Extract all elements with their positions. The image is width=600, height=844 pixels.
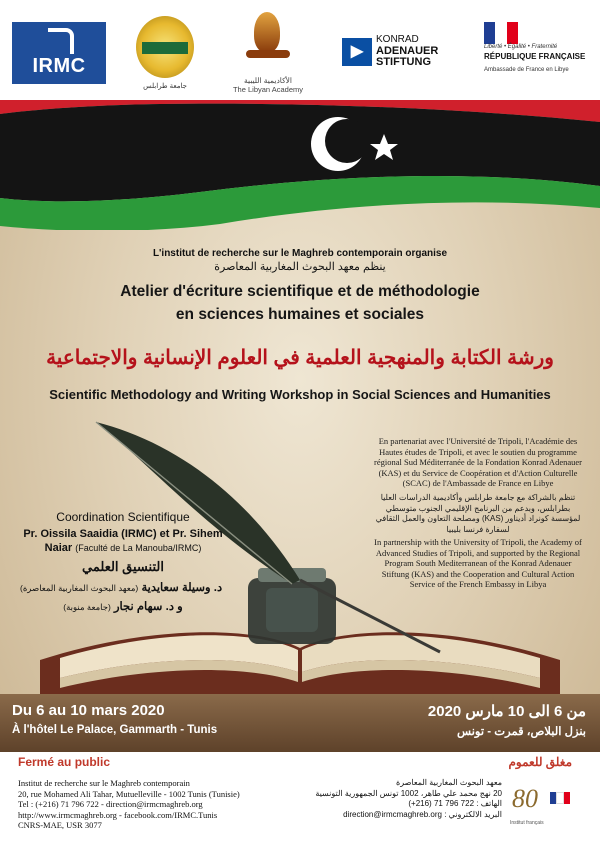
kas-logo — [342, 34, 462, 74]
university-tripoli-logo — [136, 16, 194, 90]
coordinator-1-ar — [20, 580, 226, 594]
academy-name-en: The Libyan Academy — [232, 85, 304, 94]
title-fr-line-1: Atelier d'écriture scientifique et de méthodologie — [120, 283, 480, 300]
libyan-flag-banner — [0, 100, 600, 230]
academy-name-ar: الأكاديمية الليبية — [243, 76, 292, 85]
title-ar: ورشة الكتابة والمنهجية العلمية في العلوم الإنسانية والاجتماعية — [46, 347, 554, 369]
flame-icon — [254, 12, 280, 52]
footer — [0, 772, 600, 844]
coordinator-names: Pr. Oissila Saaidia (IRMC) et Pr. Sihem Naiar — [23, 528, 223, 554]
partnership-fr: En partenariat avec l'Université de Tripoli, l'Académie des Hautes études de Tripoli, et avec le soutien du programme régional Sud Méditerranée de la Fondation Konrad Adenauer (KAS) et du Service de Coopération et d'Action Culturelle (SCAC) de l'Ambassade de France en Libye — [374, 436, 582, 488]
footer-cnrs: CNRS-MAE, USR 3077 — [18, 820, 102, 831]
eighty-years-mark: 80 — [512, 784, 538, 813]
title-fr-line-2: en sciences humaines et sociales — [175, 306, 425, 323]
footer-logo-caption: Institut français — [510, 820, 544, 826]
footer-phone-ar: الهاتف : 722 796 71 (216+) — [408, 799, 502, 809]
kas-line-1: KONRAD — [376, 34, 419, 45]
partnership-en: In partnership with the University of Tripoli, the Academy of Advanced Studies of Tripoli, and supported by the Regional Program South Mediterranean of the Konrad Adenauer Stiftung (KAS) and the Cooperation and Cultural Action Service of the French Embassy in Libya — [374, 537, 582, 589]
footer-contact-ar — [314, 778, 502, 820]
event-date-fr: Du 6 au 10 mars 2020 — [12, 702, 165, 719]
kas-line-2: ADENAUER — [376, 44, 439, 57]
footer-email-ar[interactable]: البريد الالكتروني : direction@irmcmaghreb.org — [343, 809, 502, 819]
french-flag-icon — [484, 22, 518, 44]
tripoli-logo-label: جامعة طرابلس — [143, 83, 187, 90]
coordinator-affiliation: (Faculté de La Manouba/IRMC) — [75, 543, 202, 553]
footer-address: 20, rue Mohamed Ali Tahar, Mutuelleville - 1002 Tunis (Tunisie) — [18, 788, 240, 799]
footer-contact-fr — [18, 778, 240, 831]
organizer-block — [30, 248, 570, 273]
coordination-label-ar: التنسيق العلمي — [82, 559, 164, 574]
organizer-ar: ينظم معهد البحوث المغاربية المعاصرة — [214, 261, 386, 273]
coordination-label-fr: Coordination Scientifique — [56, 510, 190, 524]
footer-institute: Institut de recherche sur le Maghreb contemporain — [18, 778, 190, 788]
irmc-mark-icon — [48, 28, 74, 54]
logo-bar — [0, 0, 600, 100]
irmc-logo — [12, 22, 106, 84]
footer-institute-ar: معهد البحوث المغاربية المعاصرة — [396, 778, 502, 787]
libyan-academy-logo — [232, 10, 304, 94]
tripoli-seal-band — [142, 42, 188, 54]
irmc-logo-text: IRMC — [32, 55, 86, 77]
kas-line-3: STIFTUNG — [376, 56, 431, 68]
coordination-block — [20, 510, 226, 613]
organizer-fr: L'institut de recherche sur le Maghreb contemporain organise — [152, 248, 448, 259]
closed-to-public-ar: مغلق للعموم — [508, 755, 572, 769]
mini-french-flag-icon — [550, 792, 570, 804]
event-venue-fr: À l'hôtel Le Palace, Gammarth - Tunis — [12, 724, 218, 736]
coordinator-2-name-ar: و د. سهام نجار — [114, 601, 183, 613]
rf-name: RÉPUBLIQUE FRANÇAISE — [484, 52, 586, 61]
closed-to-public-fr: Fermé au public — [18, 755, 111, 769]
event-date-ar: من 6 الى 10 مارس 2020 — [427, 703, 586, 720]
coordinator-2-ar — [20, 599, 226, 613]
event-venue-ar: بنزل البلاص، قمرت - تونس — [457, 726, 586, 738]
kas-logo-text — [376, 34, 438, 69]
coordinator-1-name-ar: د. وسيلة سعايدية — [141, 582, 223, 594]
academy-logo-label — [224, 76, 312, 94]
partnership-ar: تنظم بالشراكة مع جامعة طرابلس وأكاديمية الدراسات العليا بطرابلس، وبدعم من البرنامج الإقليمي الجنوب متوسطي لمؤسسة كونراد أديناور (KAS) ومصلحة التعاون والعمل الثقافي لسفارة فرنسا بليبيا — [375, 493, 581, 534]
footer-address-ar: 20 نهج محمد علي طاهر، 1002 تونس الجمهورية التونسية — [315, 788, 502, 798]
title-fr — [30, 280, 570, 326]
title-en: Scientific Methodology and Writing Workshop in Social Sciences and Humanities — [49, 387, 551, 402]
coordinator-1-affil-ar: (معهد البحوث المغاربية المعاصرة) — [20, 583, 139, 593]
kas-arrow-icon: ▶ — [342, 38, 372, 66]
institut-francais-80-logo — [510, 782, 588, 836]
coordinator-2-affil-ar: (جامعة منوبة) — [63, 602, 111, 612]
footer-website-link[interactable]: http://www.irmcmaghreb.org - facebook.com/IRMC.Tunis — [18, 809, 218, 820]
lamp-base-icon — [246, 50, 290, 58]
coordination-names-fr — [20, 527, 226, 555]
rf-embassy: Ambassade de France en Libye — [484, 67, 569, 73]
rf-motto: Liberté • Égalité • Fraternité — [484, 44, 558, 50]
footer-phone-email[interactable]: Tel : (+216) 71 796 722 - direction@irmcmaghreb.org — [18, 799, 203, 810]
republique-francaise-logo — [484, 22, 584, 82]
